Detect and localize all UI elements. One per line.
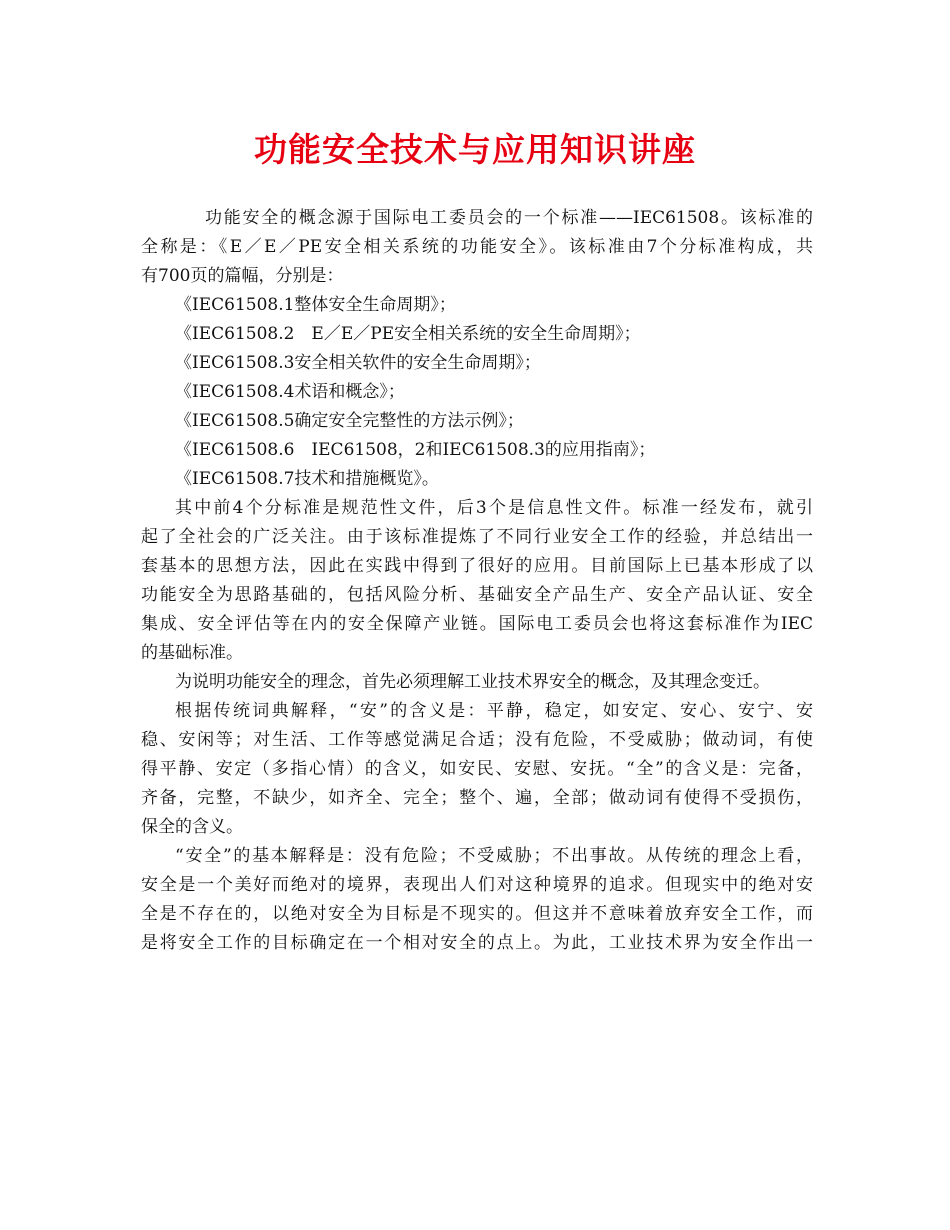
list-item: 《IEC61508.4术语和概念》； xyxy=(175,382,405,402)
paragraph-line: 套基本的思想方法，因此在实践中得到了很好的应用。目前国际上已基本形成了以 xyxy=(141,556,813,576)
paragraph-line: 稳、安闲等；对生活、工作等感觉满足合适；没有危险，不受威胁；做动词，有使 xyxy=(141,730,813,750)
paragraph-line: 为说明功能安全的理念，首先必须理解工业技术界安全的概念，及其理念变迁。 xyxy=(175,672,770,692)
list-item: 《IEC61508.2 E／E／PE安全相关系统的安全生命周期》； xyxy=(175,324,641,344)
document-body xyxy=(141,204,813,958)
paragraph-line: 安全是一个美好而绝对的境界，表现出人们对这种境界的追求。但现实中的绝对安 xyxy=(141,875,813,895)
list-item: 《IEC61508.3安全相关软件的安全生命周期》； xyxy=(175,353,541,373)
paragraph-line: “安全”的基本解释是：没有危险；不受威胁；不出事故。从传统的理念上看， xyxy=(175,846,813,866)
paragraph-line: 功能安全为思路基础的，包括风险分析、基础安全产品生产、安全产品认证、安全 xyxy=(141,585,813,605)
paragraph-line: 全是不存在的，以绝对安全为目标是不现实的。但这并不意味着放弃安全工作，而 xyxy=(141,904,813,924)
paragraph-line: 功能安全的概念源于国际电工委员会的一个标准——IEC61508。该标准的 xyxy=(205,208,813,228)
list-item: 《IEC61508.6 IEC61508，2和IEC61508.3的应用指南》； xyxy=(175,440,656,460)
paragraph-line: 起了全社会的广泛关注。由于该标准提炼了不同行业安全工作的经验，并总结出一 xyxy=(141,527,813,547)
list-item: 《IEC61508.7技术和措施概览》。 xyxy=(175,469,439,489)
document-title: 功能安全技术与应用知识讲座 xyxy=(254,130,696,169)
paragraph-line: 是将安全工作的目标确定在一个相对安全的点上。为此，工业技术界为安全作出一 xyxy=(141,933,813,953)
list-item: 《IEC61508.1整体安全生命周期》； xyxy=(175,295,456,315)
paragraph-line: 其中前4个分标准是规范性文件，后3个是信息性文件。标准一经发布，就引 xyxy=(175,498,813,518)
paragraph-line: 全称是：《E／E／PE安全相关系统的功能安全》。该标准由7个分标准构成，共 xyxy=(141,237,813,257)
paragraph-line: 齐备，完整，不缺少，如齐全、完全；整个、遍，全部；做动词有使得不受损伤， xyxy=(141,788,813,808)
list-item: 《IEC61508.5确定安全完整性的方法示例》； xyxy=(175,411,524,431)
paragraph-line: 的基础标准。 xyxy=(141,643,243,663)
paragraph-line: 保全的含义。 xyxy=(141,817,243,837)
paragraph-line: 有700页的篇幅，分别是： xyxy=(141,266,344,286)
paragraph-line: 集成、安全评估等在内的安全保障产业链。国际电工委员会也将这套标准作为IEC xyxy=(141,614,813,634)
paragraph-line: 根据传统词典解释，“安”的含义是：平静，稳定，如安定、安心、安宁、安 xyxy=(175,701,813,721)
paragraph-line: 得平静、安定（多指心情）的含义，如安民、安慰、安抚。“全”的含义是：完备， xyxy=(141,759,813,779)
